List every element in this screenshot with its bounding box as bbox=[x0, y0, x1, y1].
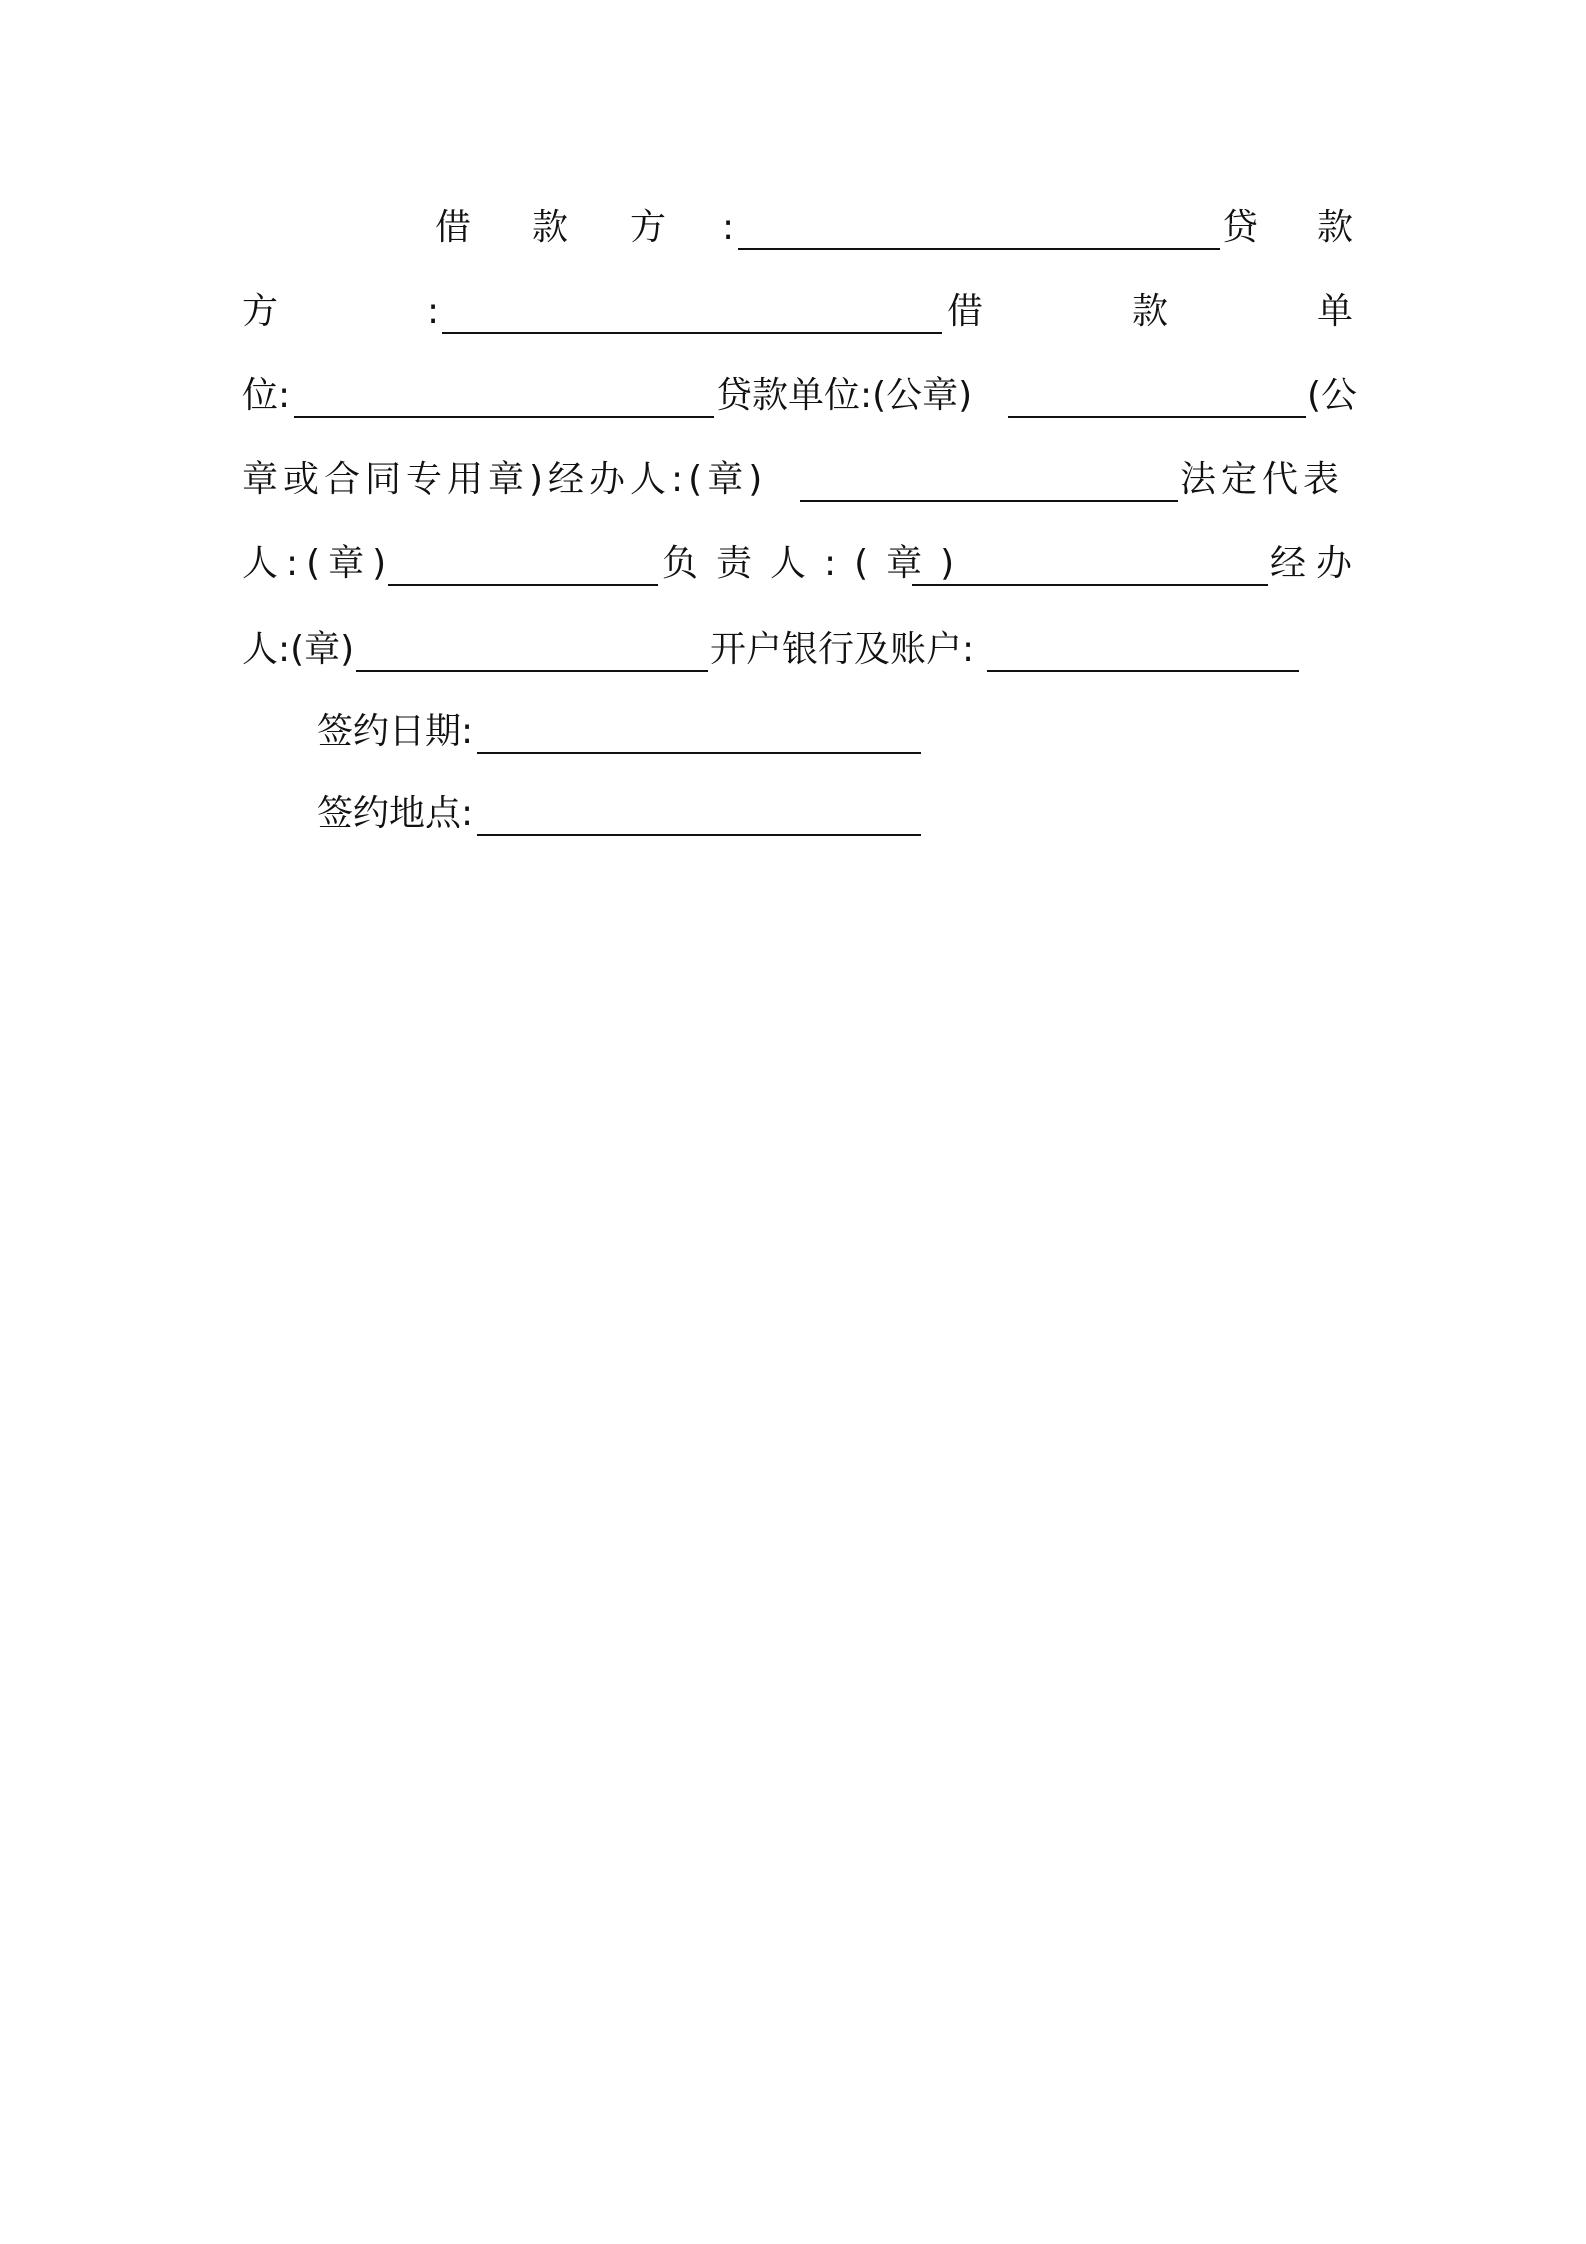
second-agent-label: 经办 bbox=[1270, 543, 1363, 584]
signature-line-1 bbox=[242, 198, 1352, 258]
responsible-person-blank[interactable] bbox=[912, 548, 1268, 586]
legal-rep-label: 法定代表 bbox=[1180, 459, 1345, 500]
signature-line-3 bbox=[242, 366, 1358, 426]
agent-blank[interactable] bbox=[800, 464, 1178, 502]
sign-date-label: 签约日期: bbox=[317, 711, 474, 752]
responsible-person-label: 负责人:(章) bbox=[662, 543, 973, 584]
signature-line-6 bbox=[242, 620, 1352, 680]
sign-date-blank[interactable] bbox=[477, 716, 921, 754]
second-agent-seal-label: 人:(章) bbox=[242, 629, 355, 670]
lender-unit-blank[interactable] bbox=[1008, 380, 1306, 418]
signature-line-5 bbox=[242, 534, 1363, 594]
seal-note-start: (公 bbox=[1307, 375, 1358, 416]
sign-place-label: 签约地点: bbox=[317, 793, 474, 834]
borrower-unit-label-end: 位: bbox=[242, 375, 291, 416]
sign-place-blank[interactable] bbox=[477, 798, 921, 836]
second-agent-blank[interactable] bbox=[356, 634, 708, 672]
borrower-char-1: 借 bbox=[435, 207, 472, 248]
borrower-char-2: 款 bbox=[532, 207, 569, 248]
agent-label: 章或合同专用章)经办人:(章) bbox=[242, 459, 768, 500]
signature-line-8 bbox=[317, 784, 1427, 844]
borrower-unit-blank[interactable] bbox=[294, 380, 714, 418]
legal-rep-blank[interactable] bbox=[388, 548, 658, 586]
borrower-char-3: 方 bbox=[630, 207, 667, 248]
legal-rep-seal-label: 人:(章) bbox=[242, 543, 395, 584]
signature-line-7 bbox=[317, 702, 1427, 762]
bank-account-blank[interactable] bbox=[987, 634, 1299, 672]
lender-colon: : bbox=[427, 291, 440, 332]
borrower-unit-char-3: 单 bbox=[1317, 291, 1354, 332]
signature-line-4 bbox=[242, 450, 1352, 510]
lender-unit-label: 贷款单位:(公章) bbox=[716, 375, 973, 416]
borrower-unit-char-2: 款 bbox=[1132, 291, 1169, 332]
borrower-blank[interactable] bbox=[738, 212, 1220, 250]
lender-char-3: 方 bbox=[242, 291, 279, 332]
lender-blank[interactable] bbox=[442, 296, 942, 334]
signature-line-2 bbox=[242, 282, 1352, 342]
bank-account-label: 开户银行及账户: bbox=[710, 629, 975, 670]
borrower-colon: : bbox=[722, 207, 735, 248]
lender-char-2: 款 bbox=[1317, 207, 1354, 248]
borrower-unit-char-1: 借 bbox=[947, 291, 984, 332]
lender-char-1: 贷 bbox=[1222, 207, 1259, 248]
